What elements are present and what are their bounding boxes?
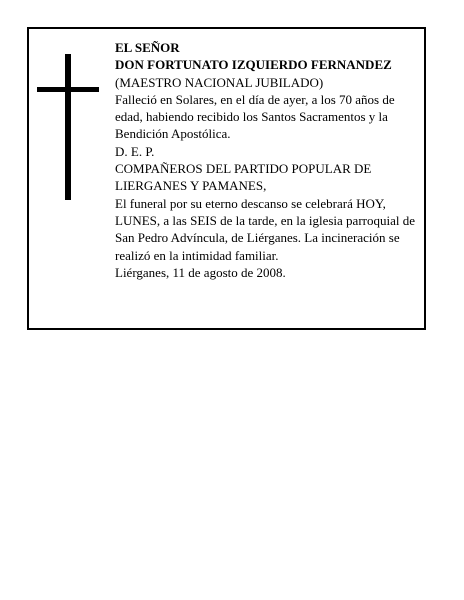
notice-text	[115, 39, 421, 281]
mourners-line: COMPAÑEROS DEL PARTIDO POPULAR DE LIERGANES Y PAMANES,	[115, 161, 372, 194]
cross-vertical-bar	[65, 54, 71, 200]
notice-title: EL SEÑOR	[115, 40, 180, 55]
cross-horizontal-bar	[37, 87, 99, 92]
funeral-details: El funeral por su eterno descanso se celebrará HOY, LUNES, a las SEIS de la tarde, en la iglesia parroquial de San Pedro Advíncula, de Liérganes. La incineración se realizó en la intimidad familiar.	[115, 195, 415, 263]
deceased-name: DON FORTUNATO IZQUIERDO FERNANDEZ	[115, 57, 392, 73]
obituary-notice	[27, 27, 426, 330]
cross-icon	[37, 54, 99, 200]
place-and-date: Liérganes, 11 de agosto de 2008.	[115, 264, 286, 280]
deceased-subtitle: (MAESTRO NACIONAL JUBILADO)	[115, 74, 324, 90]
death-announcement: Falleció en Solares, en el día de ayer, a los 70 años de edad, habiendo recibido los Santos Sacramentos y la Bendición Apostólica.	[115, 91, 395, 142]
rip-abbreviation: D. E. P.	[115, 143, 155, 159]
